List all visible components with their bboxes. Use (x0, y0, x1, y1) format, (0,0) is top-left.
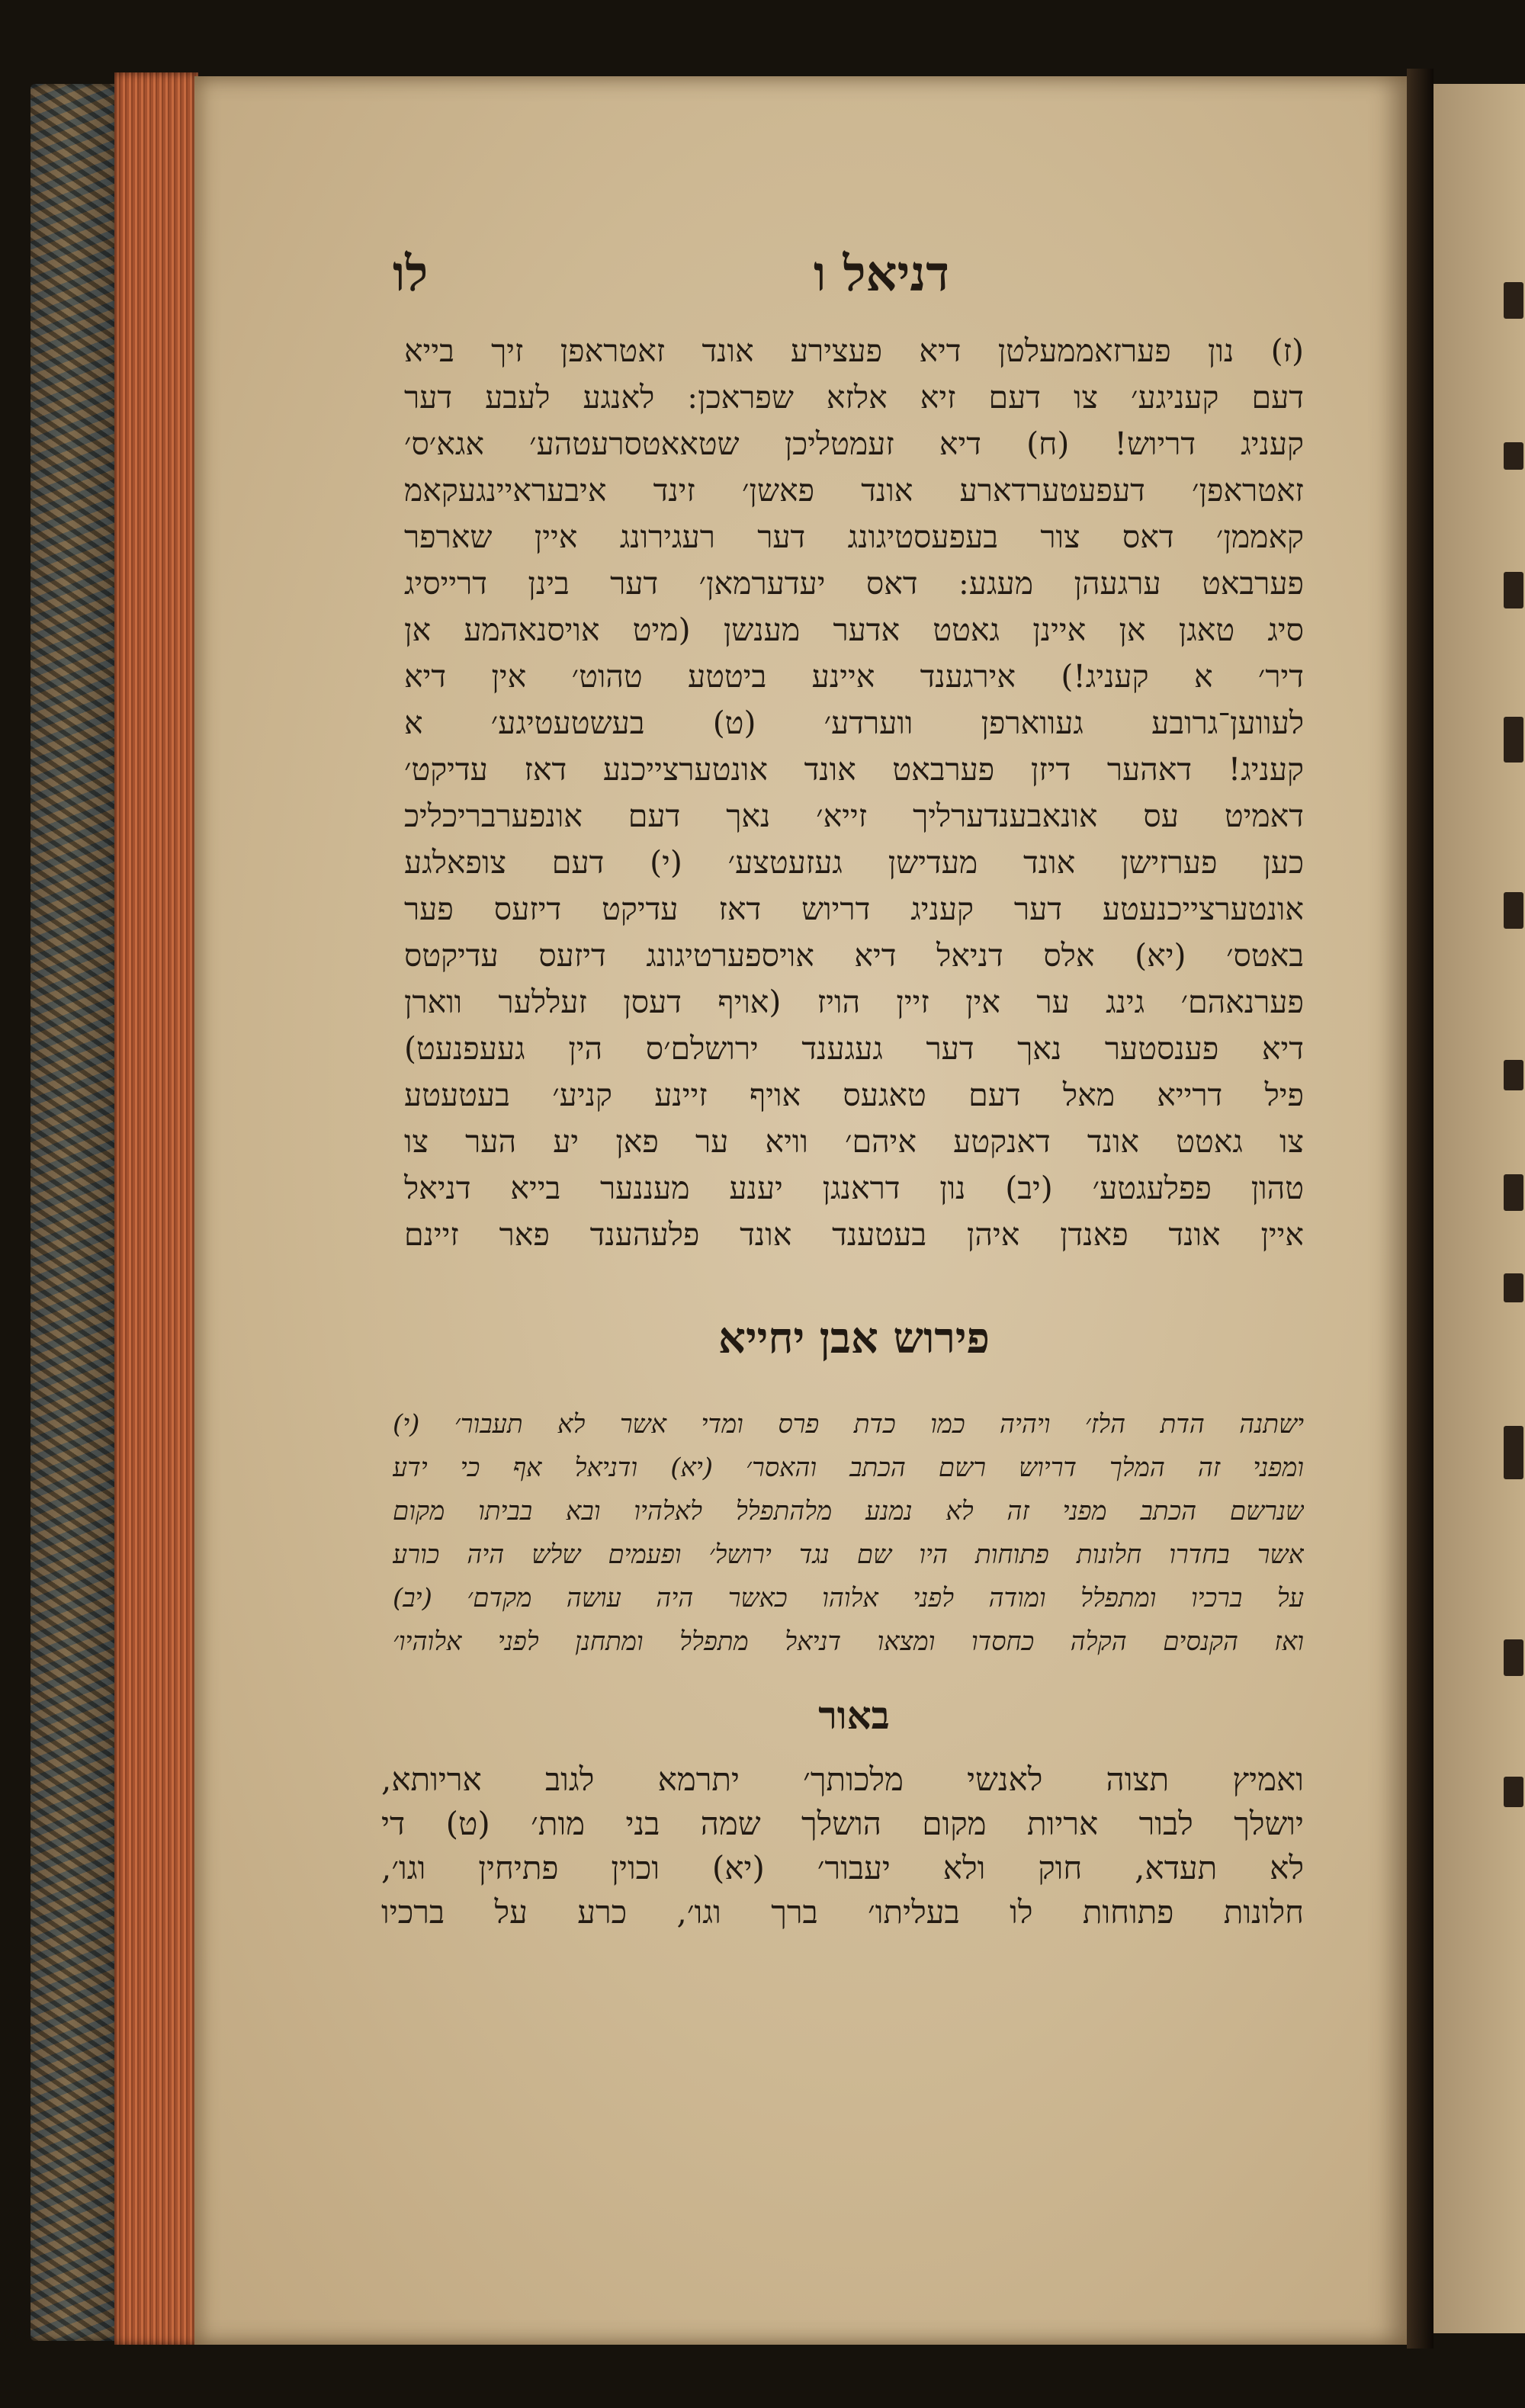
book-gutter (1407, 69, 1434, 2349)
facing-page-glyph (1504, 1174, 1523, 1211)
marbled-cover (30, 84, 122, 2341)
perush-line: שנרשם הכתב מפני זה לא נמנע מלהתפלל לאלהיו ובא בביתו מקום (393, 1496, 1304, 1527)
facing-page-glyph (1504, 1060, 1523, 1090)
biur-text (381, 1758, 1304, 1934)
facing-page-glyph (1504, 717, 1523, 763)
facing-page-glyph (1504, 572, 1523, 608)
facing-page-glyph (1504, 1639, 1523, 1676)
text-line: (ז) נון פערזאממעלטן דיא פעצירע אונד זאטראפן זיך בייא (404, 332, 1304, 369)
text-line: איין אונד פאנדן איהן בעטענד אונד פלעהענד פאר זיינם (404, 1216, 1304, 1253)
facing-page-glyph (1504, 1273, 1523, 1302)
text-line: פיל דרייא מאל דעם טאגעס אויף זיינע קניע׳ בעטעטע (404, 1077, 1304, 1113)
text-line: לעווען־גרובע געווארפן ווערדע׳ (ט) בעשטעטיגע׳ א (404, 705, 1304, 741)
text-line: דאמיט עס אונאבענדערליך זייא׳ נאך דעם אונפערבריכליכ (404, 798, 1304, 834)
perush-line: ומפני זה המלך דריוש רשם הכתב והאסר׳ (יא) ודניאל אף כי ידע (393, 1453, 1304, 1483)
text-line: באטס׳ (יא) אלס דניאל דיא אויספערטיגונג דיזעס עדיקטס (404, 937, 1304, 974)
facing-page-glyph (1504, 282, 1523, 319)
running-head-title: דניאל ו (813, 246, 949, 303)
perush-text (393, 1403, 1304, 1664)
text-line: צו גאטט אונד דאנקטע איהם׳ וויא ער פאן יע הער צו (404, 1123, 1304, 1160)
running-head (393, 236, 949, 313)
text-line: פערבאט ערגעהן מעגע: דאס יעדערמאן׳ דער בינן דרייסיג (404, 565, 1304, 602)
page-number: לו (393, 246, 429, 303)
translation-text (404, 328, 1304, 1258)
text-line: כען פערזישן אונד מעדישן געזעטצע׳ (י) דעם צופאלגע (404, 844, 1304, 881)
text-line: טהון פפלעגטע׳ (יב) נון דראנגן יענע מעננער בייא דניאל (404, 1170, 1304, 1206)
text-line: דיא פענסטער נאך דער געגענד ירושלם׳ס הין געעפנעט) (404, 1030, 1304, 1067)
text-line: דעם קעניגע׳ צו דעם זיא אלזא שפראכן: לאנגע לעבע דער (404, 379, 1304, 416)
perush-heading: פירוש אבן יחייא (718, 1313, 990, 1363)
biur-line: ואמיץ תצוה לאנשי מלכותך׳ יתרמא לגוב אריותא, (381, 1761, 1304, 1798)
biur-line: יושלך לבור אריות מקום הושלך שמה בני מות׳ (ט) די (381, 1805, 1304, 1842)
text-line: דיר׳ א קעניג!) אירגענד איינע ביטטע טהוט׳ אין דיא (404, 658, 1304, 695)
perush-line: ישתנה הדת הלז׳ ויהיה כמו כדת פרס ומדי אשר לא תעבור׳ (י) (393, 1409, 1304, 1440)
text-line: קאממן׳ דאס צור בעפעסטיגונג דער רעגירונג איין שארפר (404, 519, 1304, 555)
perush-line: על ברכיו ומתפלל ומודה לפני אלוהו כאשר היה עושה מקדם׳ (יב) (393, 1583, 1304, 1613)
facing-page-glyph (1504, 1426, 1523, 1479)
page-edges (114, 72, 198, 2345)
perush-line: ואז הקנסים הקלה כחסדו ומצאו דניאל מתפלל ומתחנן לפני אלוהיו׳ (393, 1626, 1304, 1657)
facing-page-glyph (1504, 1777, 1523, 1807)
biur-line: חלונות פתוחות לו בעליתו׳ ברך וגו׳, כרע על ברכיו (381, 1893, 1304, 1931)
text-line: קעניג! דאהער דיזן פערבאט אונד אונטערצייכנע דאז עדיקט׳ (404, 751, 1304, 788)
facing-page (1434, 84, 1525, 2333)
facing-page-glyph (1504, 442, 1523, 470)
facing-page-glyph (1504, 892, 1523, 929)
biur-heading: באור (818, 1693, 890, 1738)
perush-line: אשר בחדרו חלונות פתוחות היו שם נגד ירושל׳ ופעמים שלש היה כורע (393, 1540, 1304, 1570)
biur-line: לא תעדא, חוק ולא יעבור׳ (יא) וכוין פתיחין וגו׳, (381, 1849, 1304, 1886)
text-line: סיג טאגן אן איינן גאטט אדער מענשן (מיט אויסנאהמע אן (404, 612, 1304, 648)
text-line: קעניג דריוש! (ח) דיא זעמטליכן שטאאטסרעטהע׳ אגא׳ס׳ (404, 425, 1304, 462)
text-line: אונטערצייכנעטע דער קעניג דריוש דאז עדיקט דיזעס פער (404, 891, 1304, 927)
text-line: זאטראפן׳ דעפעטערדארע אונד פאשן׳ זינד איבעראיינגעקאמ (404, 472, 1304, 509)
text-line: פערנאהם׳ גינג ער אין זיין הויז (אויף דעסן זעללער ווארן (404, 984, 1304, 1020)
